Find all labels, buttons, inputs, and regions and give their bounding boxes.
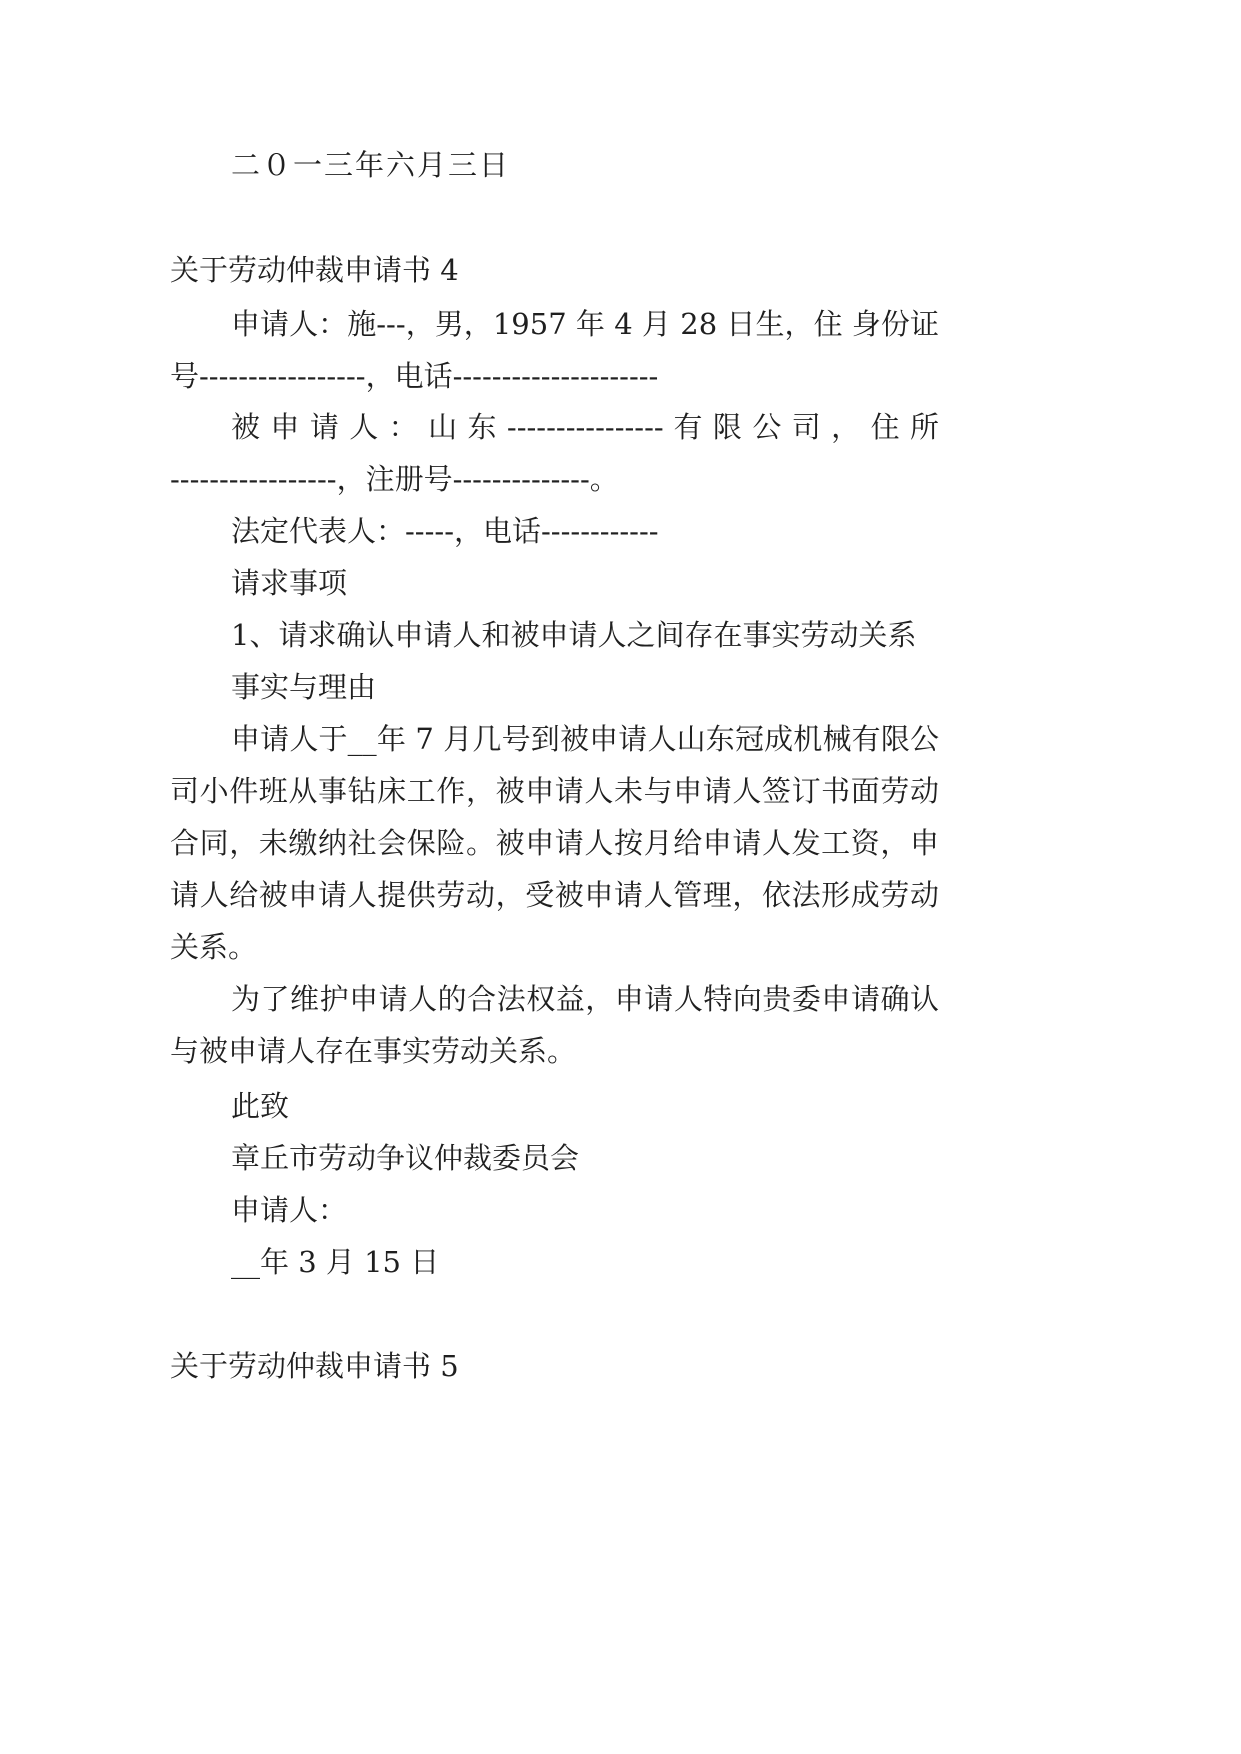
signer-label: 申请人： xyxy=(231,1193,348,1227)
signature-date: __年 3 月 15 日 xyxy=(231,1245,440,1279)
facts-paragraph-2-line-1: 为了维护申请人的合法权益，申请人特向贵委申请确认 xyxy=(231,982,939,1016)
section-title-5: 关于劳动仲裁申请书 5 xyxy=(170,1349,459,1383)
applicant-line-2: 号-----------------，电话--------------------- xyxy=(170,359,659,393)
section-title-4: 关于劳动仲裁申请书 4 xyxy=(170,253,459,287)
previous-date: 二０一三年六月三日 xyxy=(231,148,511,182)
respondent-line-2: -----------------，注册号--------------。 xyxy=(170,462,619,496)
facts-paragraph-1-line-4: 请人给被申请人提供劳动，受被申请人管理，依法形成劳动 xyxy=(170,878,939,912)
recipient-committee: 章丘市劳动争议仲裁委员会 xyxy=(231,1141,580,1175)
facts-heading: 事实与理由 xyxy=(231,670,377,704)
facts-paragraph-1-line-2: 司小件班从事钻床工作，被申请人未与申请人签订书面劳动 xyxy=(170,774,939,808)
legal-representative: 法定代表人：-----，电话------------ xyxy=(231,514,659,548)
closing-salutation: 此致 xyxy=(231,1089,290,1123)
applicant-line-1: 申请人：施---，男，1957 年 4 月 28 日生，住 身份证 xyxy=(231,307,939,341)
respondent-line-1: 被 申 请 人 ： 山 东 ---------------- 有 限 公 司 ， 住 所 xyxy=(231,410,939,444)
facts-paragraph-1-line-5: 关系。 xyxy=(170,930,258,964)
facts-paragraph-2-line-2: 与被申请人存在事实劳动关系。 xyxy=(170,1034,577,1068)
request-heading: 请求事项 xyxy=(231,566,348,600)
request-item-1: 1、请求确认申请人和被申请人之间存在事实劳动关系 xyxy=(231,618,917,652)
facts-paragraph-1-line-1: 申请人于__年 7 月几号到被申请人山东冠成机械有限公 xyxy=(231,722,939,756)
facts-paragraph-1-line-3: 合同，未缴纳社会保险。被申请人按月给申请人发工资，申 xyxy=(170,826,939,860)
